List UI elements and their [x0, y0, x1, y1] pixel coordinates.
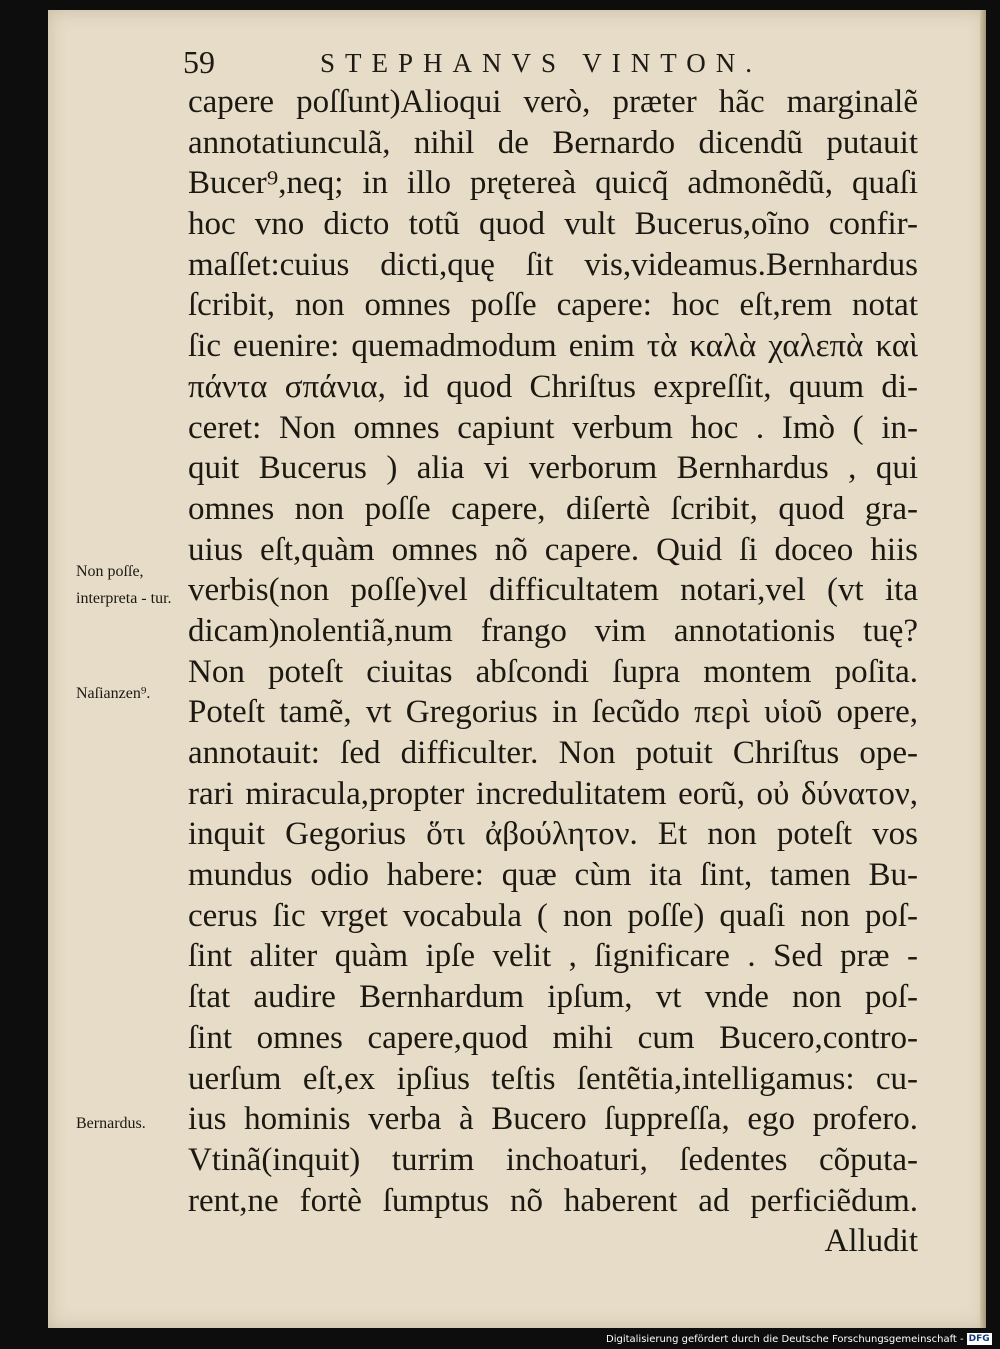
text-line: ſic euenire: quemadmodum enim τὰ καλὰ χαλεπὰ καὶ: [188, 328, 918, 365]
text-line: ſtat audire Bernhardum ipſum, vt vnde non poſ-: [188, 979, 918, 1016]
text-line: omnes non poſſe capere, diſertè ſcribit, quod gra-: [188, 490, 918, 527]
text-line: ius hominis verba à Bucero ſuppreſſa, ego profero.: [188, 1101, 918, 1138]
text-line: annotatiunculã, nihil de Bernardo dicendũ putauit: [188, 124, 918, 161]
running-head: STEPHANVS VINTON.: [320, 48, 763, 78]
text-line: hoc vno dicto totũ quod vult Bucerus,oĩno confir-: [188, 206, 918, 243]
text-line: πάντα σπάνια, id quod Chriſtus expreſſit, quum di-: [188, 368, 918, 405]
text-line: rent,ne fortè ſumptus nõ haberent ad perficiẽdum.: [188, 1182, 918, 1219]
text-line: Vtinã(inquit) turrim inchoaturi, ſedentes cõputa-: [188, 1141, 918, 1178]
marginal-note-non-posse: Non poſſe, interpreta - tur.: [76, 563, 172, 607]
text-line: mundus odio habere: quæ cùm ita ſint, tamen Bu-: [188, 857, 918, 894]
page-edge: [980, 10, 986, 1328]
body-text: [188, 82, 918, 1262]
text-line: Bucer⁹,neq; in illo prętereà quicq̃ admonẽdũ, quaſi: [188, 165, 918, 202]
text-line: rari miracula,propter incredulitatem eorũ, οὐ δύνατον,: [188, 775, 918, 812]
text-line: Alludit: [824, 1223, 918, 1260]
text-line: ſcribit, non omnes poſſe capere: hoc eſt,rem notat: [188, 287, 918, 324]
dfg-logo: DFG: [968, 1334, 990, 1344]
text-line: dicam)nolentiã,num frango vim annotationis tuę?: [188, 612, 918, 649]
marginal-note-bernardus: Bernardus.: [76, 1115, 146, 1132]
text-line: ſint aliter quàm ipſe velit , ſignificare . Sed præ -: [188, 938, 918, 975]
marginal-note-nasianzen: Naſianzen⁹.: [76, 685, 151, 702]
text-line: ſint omnes capere,quod mihi cum Bucero,contro-: [188, 1019, 918, 1056]
text-line: cerus ſic vrget vocabula ( non poſſe) quaſi non poſ-: [188, 897, 918, 934]
text-line: annotauit: ſed difficulter. Non potuit Chriſtus ope-: [188, 735, 918, 771]
text-line: Poteſt tamẽ, vt Gregorius in ſecũdo περὶ υἱοῦ opere,: [188, 694, 918, 731]
text-line: Non poteſt ciuitas abſcondi ſupra montem poſita.: [188, 653, 918, 690]
credit-text: Digitalisierung gefördert durch die Deutsche Forschungsgemeinschaft -: [606, 1334, 964, 1345]
text-line: verbis(non poſſe)vel difficultatem notari,vel (vt ita: [188, 572, 918, 609]
text-line: capere poſſunt)Alioqui verò, præter hãc marginalẽ: [188, 84, 918, 120]
digitization-credit: [606, 1333, 992, 1347]
text-line: inquit Gegorius ὅτι ἀβούλητον. Et non poteſt vos: [188, 816, 918, 853]
book-page: [48, 10, 986, 1328]
text-line: ceret: Non omnes capiunt verbum hoc . Imò ( in-: [188, 409, 918, 446]
text-line: uius eſt,quàm omnes nõ capere. Quid ſi doceo hiis: [188, 531, 918, 568]
page-number: 59: [183, 44, 215, 80]
text-line: quit Bucerus ) alia vi verborum Bernhardus , qui: [188, 450, 918, 487]
text-line: uerſum eſt,ex ipſius teſtis ſentẽtia,intelligamus: cu-: [188, 1060, 918, 1097]
text-line: maſſet:cuius dicti,quę ſit vis,videamus.Bernhardus: [188, 246, 918, 283]
